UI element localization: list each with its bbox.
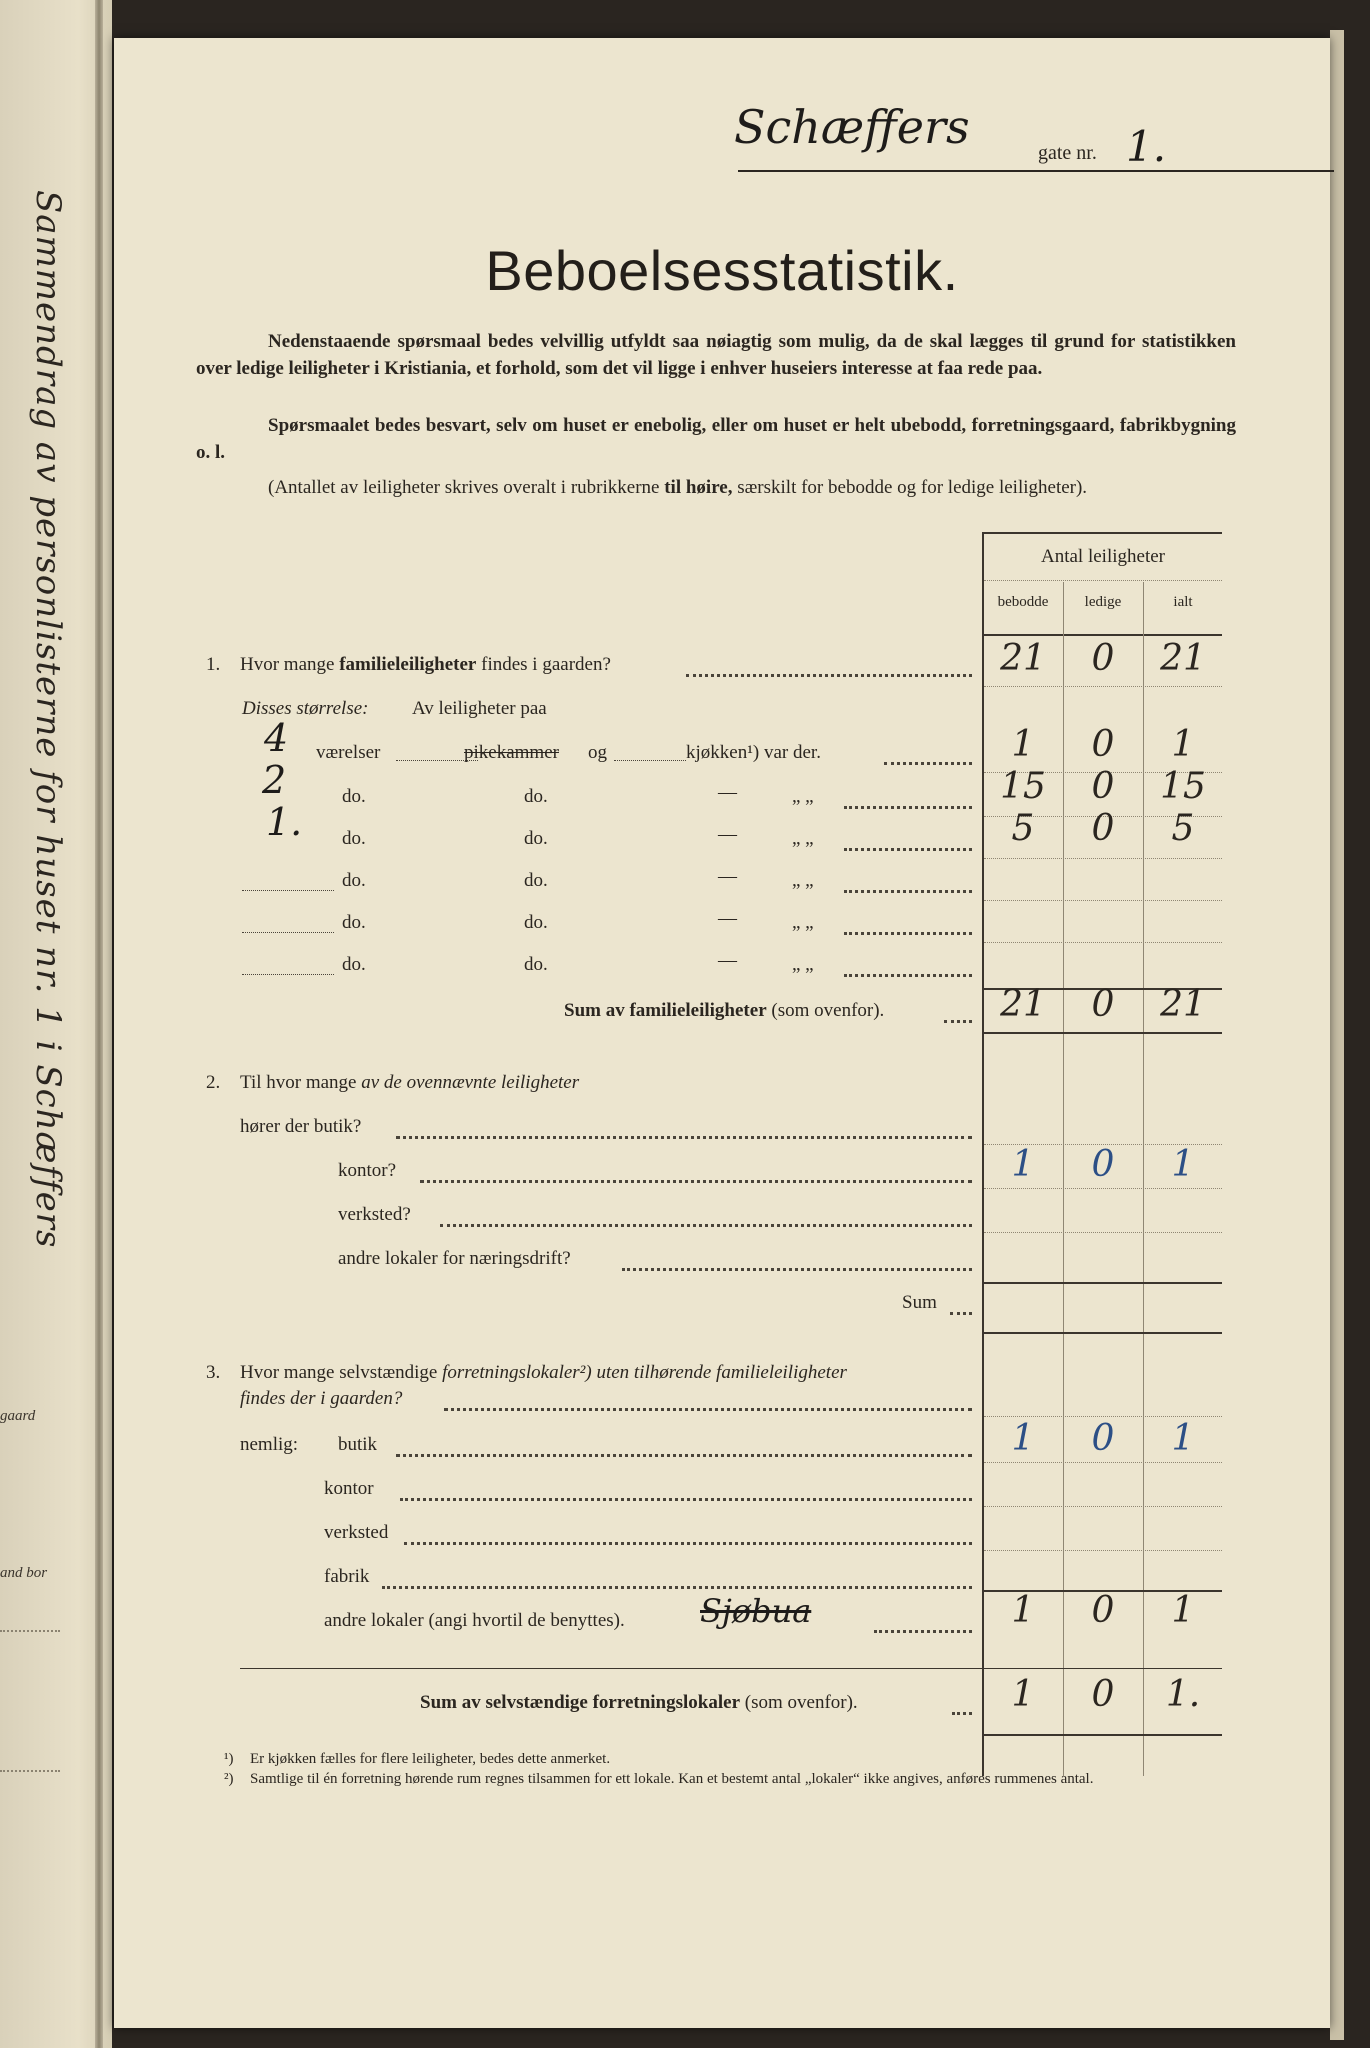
size-row-1-ledige: 0 <box>1091 724 1115 765</box>
q1-question <box>240 654 611 676</box>
leader-dots <box>444 1408 972 1411</box>
q3-sum-top-rule <box>240 1668 1222 1669</box>
q3-italic: forretningslokaler²) uten tilhørende familieleiligheter <box>442 1362 847 1383</box>
size-row-1-ialt: 1 <box>1171 724 1195 765</box>
dash-label: — <box>718 824 737 845</box>
leader-dots <box>874 1630 972 1633</box>
col-header-ledige: ledige <box>1084 594 1122 610</box>
q1-sum-bottom-rule <box>984 1032 1222 1034</box>
table-header-bottom-rule <box>984 634 1222 636</box>
leader-dots <box>420 1180 972 1183</box>
ditto-label: „ „ <box>792 954 814 975</box>
leader-dots <box>844 848 972 851</box>
q1-sum-ialt: 21 <box>1160 984 1206 1025</box>
q1-text: Hvor mange <box>240 654 340 675</box>
fill-line <box>242 932 334 933</box>
q2-kontor-ledige: 0 <box>1091 1144 1115 1185</box>
q2-butik-label: hører der butik? <box>240 1116 362 1137</box>
sizes-label-b: Av leiligheter paa <box>412 698 547 719</box>
row-divider <box>984 1462 1222 1463</box>
q3-butik-label: butik <box>338 1434 378 1455</box>
leader-dots <box>404 1542 972 1545</box>
fill-line <box>242 890 334 891</box>
intro-paragraph-3 <box>196 474 1236 501</box>
intro-p3-text: særskilt for bebodde og for ledige leiligheter). <box>732 477 1088 498</box>
dash-label: — <box>718 782 737 803</box>
col-header-ialt: ialt <box>1173 594 1193 610</box>
do-label: do. <box>524 828 548 849</box>
q2-sum-top-rule <box>984 1282 1222 1284</box>
footnote-1-mark: ¹) <box>224 1751 234 1767</box>
q3-verksted-label: verksted <box>324 1522 389 1543</box>
q1-bold: familieleiligheter <box>339 654 477 675</box>
do-label: do. <box>524 954 548 975</box>
q3-sum-label <box>420 1692 858 1714</box>
q3-andre-ialt: 1 <box>1171 1590 1195 1631</box>
q3-sum-bold: Sum av selvstændige forretningslokaler <box>420 1692 741 1713</box>
leader-dots <box>844 932 972 935</box>
leader-dots <box>622 1268 972 1271</box>
q3-butik-ialt: 1 <box>1171 1418 1195 1459</box>
leader-dots <box>844 806 972 809</box>
do-label: do. <box>524 786 548 807</box>
table-header-divider <box>984 580 1222 581</box>
size-row-2-ledige: 0 <box>1091 766 1115 807</box>
leader-dots <box>396 1136 972 1139</box>
leader-dots <box>884 762 972 765</box>
size-row-1-bebodde: 1 <box>1011 724 1035 765</box>
q1-sum-label <box>564 1000 884 1022</box>
leader-dots <box>686 674 972 677</box>
intro-paragraph-1: Nedenstaaende spørsmaal bedes velvillig utfyldt saa nøiagtig som mulig, da de skal lægges til grund for statistikken over ledige leiligheter i Kristiania, et forhold, som det vil ligge i enhver huseiers interesse at faa rede paa. <box>196 331 1236 379</box>
ditto-label: „ „ <box>792 912 814 933</box>
q1-text: findes i gaarden? <box>476 654 611 675</box>
previous-page-dotline <box>0 1770 60 1772</box>
og-label: og <box>588 742 607 763</box>
do-label: do. <box>524 870 548 891</box>
q3-andre-ledige: 0 <box>1091 1590 1115 1631</box>
q2-verksted-label: verksted? <box>338 1204 411 1225</box>
vaerelser-label: værelser <box>316 742 381 763</box>
leader-dots <box>382 1586 972 1589</box>
book-spine <box>95 0 103 2048</box>
intro-p3-bold: til høire, <box>664 477 733 498</box>
q3-fabrik-label: fabrik <box>324 1566 370 1587</box>
size-row-3-ledige: 0 <box>1091 808 1115 849</box>
q2-italic: av de ovennævnte leiligheter <box>361 1072 580 1093</box>
q1-sum-bold: Sum av familieleiligheter <box>564 1000 767 1021</box>
q1-sum-text: (som ovenfor). <box>766 1000 885 1021</box>
page-edge <box>1330 30 1344 2040</box>
table-top-rule <box>984 532 1222 534</box>
q1-number: 1. <box>206 654 221 675</box>
page-title: Beboelsesstatistik. <box>485 239 959 302</box>
row-divider <box>984 1232 1222 1233</box>
sizes-label: Disses størrelse: <box>242 698 369 719</box>
q2-kontor-label: kontor? <box>338 1160 397 1181</box>
dash-label: — <box>718 950 737 971</box>
size-row-3-bebodde: 5 <box>1011 808 1035 849</box>
size-row-3-ialt: 5 <box>1171 808 1195 849</box>
do-label: do. <box>342 912 366 933</box>
q3-text: Hvor mange selvstændige <box>240 1362 443 1383</box>
row-divider <box>984 1416 1222 1417</box>
dash-label: — <box>718 908 737 929</box>
q1-ledige-value: 0 <box>1091 638 1115 679</box>
leader-dots <box>844 974 972 977</box>
row-divider <box>984 1506 1222 1507</box>
leader-dots <box>950 1312 972 1315</box>
q3-andre-label: andre lokaler (angi hvortil de benyttes). <box>324 1610 625 1631</box>
ditto-label: „ „ <box>792 786 814 807</box>
q3-andre-handwritten: Sjøbua <box>700 1592 812 1630</box>
q3-question-line2: findes der i gaarden? <box>240 1388 403 1409</box>
q3-sum-ledige: 0 <box>1091 1674 1115 1715</box>
previous-page-dotline <box>0 1630 60 1632</box>
row-divider <box>984 1550 1222 1551</box>
q3-question <box>240 1362 847 1384</box>
kjokken-label: kjøkken¹) var der. <box>686 742 821 763</box>
q3-sum-text: (som ovenfor). <box>740 1692 858 1713</box>
size-row-1-rooms: 4 <box>264 716 289 760</box>
do-label: do. <box>342 870 366 891</box>
house-number-handwritten: 1. <box>1126 122 1167 171</box>
size-row-2-rooms: 2 <box>262 758 287 802</box>
dash-label: — <box>718 866 737 887</box>
row-divider <box>984 1188 1222 1189</box>
leader-dots <box>400 1498 972 1501</box>
q3-sum-bebodde: 1 <box>1011 1674 1035 1715</box>
leader-dots <box>396 1454 972 1457</box>
q2-text: Til hvor mange <box>240 1072 362 1093</box>
table-header-group: Antal leiligheter <box>1041 546 1165 567</box>
q2-question <box>240 1072 579 1094</box>
q3-nemlig-label: nemlig: <box>240 1434 299 1455</box>
street-name-handwritten: Schæffers <box>734 100 970 154</box>
q3-butik-ledige: 0 <box>1091 1418 1115 1459</box>
pikekammer-label: pikekammer <box>464 742 559 763</box>
leader-dots <box>952 1712 972 1715</box>
row-divider <box>984 942 1222 943</box>
q2-kontor-ialt: 1 <box>1171 1144 1195 1185</box>
footnote-2: Samtlige til én forretning hørende rum regnes tilsammen for ett lokale. Kan et bestemt antal „lokaler“ ikke angives, anføres rummenes antal. <box>250 1771 1094 1787</box>
footnote-1: Er kjøkken fælles for flere leiligheter, bedes dette anmerket. <box>250 1751 611 1767</box>
q3-number: 3. <box>206 1362 221 1383</box>
q3-kontor-label: kontor <box>324 1478 374 1499</box>
size-row-3-rooms: 1. <box>266 800 303 844</box>
street-underline <box>738 170 1334 172</box>
q1-ialt-value: 21 <box>1160 638 1206 679</box>
previous-page-vertical-text: Sammendrag av personlisterne for huset nr. 1 i Schæffers <box>28 190 68 1249</box>
do-label: do. <box>342 828 366 849</box>
q3-sum-ialt: 1. <box>1165 1674 1201 1715</box>
col-header-bebodde: bebodde <box>997 594 1049 610</box>
previous-page-fragment-andbor: and bor <box>0 1565 48 1581</box>
row-divider <box>984 858 1222 859</box>
do-label: do. <box>342 786 366 807</box>
leader-dots <box>844 890 972 893</box>
footnote-2-mark: ²) <box>224 1771 234 1787</box>
q1-sum-bebodde: 21 <box>1000 984 1046 1025</box>
do-label: do. <box>342 954 366 975</box>
size-row-2-ialt: 15 <box>1160 766 1206 807</box>
q2-sum-label: Sum <box>902 1292 937 1313</box>
fill-line <box>614 760 686 761</box>
leader-dots <box>440 1224 972 1227</box>
intro-p3-text: (Antallet av leiligheter skrives overalt i rubrikkerne <box>268 477 665 498</box>
form-page <box>114 38 1330 2028</box>
intro-paragraph-2: Spørsmaalet bedes besvart, selv om huset er enebolig, eller om huset er helt ubebodd, forretningsgaard, fabrikbygning o. l. <box>196 415 1236 463</box>
q1-sum-ledige: 0 <box>1091 984 1115 1025</box>
previous-page-fragment-gaard: gaard <box>0 1408 36 1424</box>
q3-andre-bebodde: 1 <box>1011 1590 1035 1631</box>
leader-dots <box>944 1020 972 1023</box>
previous-page-strip <box>0 0 112 2048</box>
q2-kontor-bebodde: 1 <box>1011 1144 1035 1185</box>
ditto-label: „ „ <box>792 870 814 891</box>
ditto-label: „ „ <box>792 828 814 849</box>
q3-sum-bottom-rule <box>984 1734 1222 1736</box>
do-label: do. <box>524 912 548 933</box>
q2-number: 2. <box>206 1072 221 1093</box>
q3-butik-bebodde: 1 <box>1011 1418 1035 1459</box>
size-row-2-bebodde: 15 <box>1000 766 1046 807</box>
gate-label: gate nr. <box>1038 142 1097 164</box>
fill-line <box>242 974 334 975</box>
q1-bebodde-value: 21 <box>1000 638 1046 679</box>
row-divider <box>984 900 1222 901</box>
row-divider <box>984 686 1222 687</box>
q2-andre-label: andre lokaler for næringsdrift? <box>338 1248 571 1269</box>
q2-sum-bottom-rule <box>984 1332 1222 1334</box>
